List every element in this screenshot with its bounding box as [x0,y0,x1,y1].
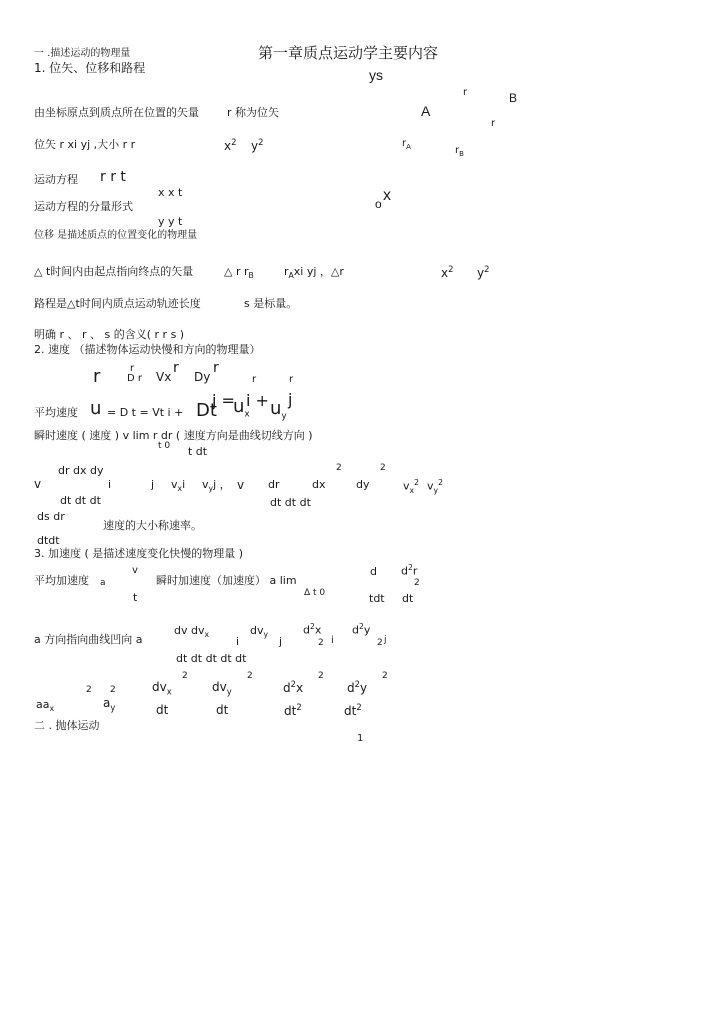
acceleration-sq-c: 2 [318,671,324,681]
acceleration-two-j: 2 [377,638,383,648]
acceleration-i-small: i [331,635,334,646]
velocity-dx-right: dx [312,478,326,491]
average-velocity-i-plus: i + [246,391,269,410]
acceleration-j-unit: j [279,635,283,648]
velocity-square-2: 2 [380,463,386,473]
velocity-delta-r: D r [127,373,142,384]
acceleration-dt-b: dt [216,703,229,717]
displacement-definition: 位移 是描述质点的位置变化的物理量 [34,230,198,241]
velocity-vx: Vx [156,370,172,384]
figure-r-label-2: r [491,118,496,129]
velocity-vx-squared: $v_x^2$ [403,478,419,495]
path-definition: 路程是△t时间内质点运动轨迹长度 [34,297,201,310]
acceleration-heading: 3. 加速度 ( 是描述速度变化快慢的物理量 ) [34,547,244,560]
acceleration-dvy: $dv_y$ [250,624,269,640]
acceleration-i-unit: i [236,635,240,648]
position-vector-formula: 位矢 r xi yj ,大小 r r [34,138,136,151]
instant-velocity-denominator: t dt [188,445,208,458]
average-velocity-eq: = D t = Vt i + [107,406,184,419]
acceleration-d2y-2: $d^2y$ [347,679,368,695]
velocity-r-mark-2: r [289,374,294,385]
instant-acceleration-line: 瞬时加速度（加速度） a lim [156,574,297,587]
page-number: 1 [357,733,364,744]
velocity-i-unit: i [108,478,112,491]
average-velocity-ux: $u_x$ [233,396,250,420]
magnitude-x-term: $x^2$ [224,137,237,153]
acceleration-dvy-2: $dv_y$ [212,680,232,697]
acceleration-d2x: $d^2x$ [303,622,322,637]
acceleration-d-top: d [370,565,377,578]
velocity-vy-j: $v_yj$ ， [202,478,231,494]
acceleration-tdt: tdt [369,592,385,605]
acceleration-dt-a: dt [156,703,169,717]
figure-ys-label: ys [369,67,383,83]
velocity-denominators-right: dt dt dt [270,496,311,509]
acceleration-denominators: dt dt dt dt dt [176,652,247,665]
acceleration-dt2-b: $dt^2$ [344,702,362,718]
average-velocity-u: u [90,398,102,419]
velocity-v-magnitude: v [237,478,245,492]
acceleration-sq-a: 2 [182,671,188,681]
velocity-square-1: 2 [336,463,342,473]
acceleration-small-two: 2 [414,578,420,588]
path-scalar-note: s 是标量。 [244,297,298,310]
figure-origin-label: o [375,197,382,211]
velocity-j-unit: j [151,478,155,491]
velocity-r-mark: r [252,374,257,385]
acceleration-limit: Δ t 0 [304,588,326,598]
velocity-r-symbol: r [93,366,101,387]
displacement-vector-text: △ t时间内由起点指向终点的矢量 [34,265,194,278]
acceleration-j-small: j [384,635,387,645]
acceleration-d2x-2: $d^2x$ [283,679,304,695]
velocity-heading: 2. 速度 （描述物体运动快慢和方向的物理量） [34,343,261,356]
velocity-r-sup: r [173,360,179,376]
instant-velocity-limit: t 0 [158,441,171,451]
motion-equation: r r t [100,169,126,185]
displacement-magnitude-x: $x^2$ [441,264,454,280]
clarify-note: 明确 r 、 r 、 s 的含义( r r s ) [34,328,185,341]
figure-ra-label: $r_A$ [402,138,411,151]
instant-velocity-line: 瞬时速度 ( 速度 ) v lim r dr ( 速度方向是曲线切线方向 ) [34,429,313,442]
component-y-equation: y y t [158,215,183,228]
position-definition-name: r 称为位矢 [227,106,280,119]
velocity-dr-right: dr [268,478,280,491]
acceleration-dt: dt [402,592,414,605]
velocity-dy: Dy [194,370,211,384]
velocity-r-vector-mark: r [130,363,135,374]
section-two-heading: 二 . 抛体运动 [34,719,100,732]
velocity-v-symbol: v [34,477,42,491]
velocity-r-sup-2: r [213,360,219,376]
position-definition: 由坐标原点到质点所在位置的矢量 [34,106,199,119]
section-heading: 一 .描述运动的物理量 [34,48,131,59]
page-title: 第一章质点运动学主要内容 [258,44,439,62]
acceleration-direction-line: a 方向指向曲线凹向 a [34,633,143,646]
acceleration-sq-b: 2 [247,671,253,681]
acceleration-sq-e: 2 [86,685,92,695]
figure-rb-label: $r_B$ [455,145,464,158]
acceleration-ay: $a_y$ [103,696,116,713]
displacement-components: $r_Axi$ yj ，△r [284,265,344,281]
velocity-dtdt: dtdt [37,534,60,547]
acceleration-sq-d: 2 [382,671,388,681]
acceleration-t: t [133,591,138,604]
velocity-dy-right: dy [356,478,370,491]
acceleration-d2y: $d^2y$ [352,622,371,637]
figure-point-b-label: B [509,91,518,105]
acceleration-d2r: $d^2r$ [401,563,418,578]
figure-r-label: r [463,87,468,98]
average-velocity-uy: $u_y$ [270,398,287,422]
magnitude-y-term: $y^2$ [251,137,264,153]
component-x-equation: x x t [158,186,183,199]
figure-point-a-label: A [421,103,431,119]
velocity-ds-dr: ds dr [37,510,65,523]
displacement-magnitude-y: $y^2$ [477,264,490,280]
acceleration-sq-f: 2 [110,685,116,695]
acceleration-dt2-a: $dt^2$ [284,702,302,718]
average-velocity-label: 平均速度 [34,406,78,419]
acceleration-dvx: $dv_x$ [152,680,172,697]
component-form-label: 运动方程的分量形式 [34,200,133,213]
average-acceleration-label: 平均加速度 [34,574,89,587]
average-acceleration-a: a [100,578,106,588]
velocity-numerators: dr dx dy [58,464,104,477]
acceleration-two-i: 2 [318,638,324,648]
velocity-vx-i: $v_xi$ [171,478,186,494]
velocity-denominators: dt dt dt [60,494,101,507]
figure-x-axis-label: x [383,187,391,204]
speed-definition: 速度的大小称速率。 [103,519,202,532]
average-velocity-j-sup: j [288,390,293,409]
acceleration-ax: $aa_x$ [36,698,55,714]
average-velocity-j-eq: j = [212,391,235,410]
subsection-heading: 1. 位矢、位移和路程 [34,61,146,75]
acceleration-v-top: v [132,565,138,576]
acceleration-numerators: dv $dv_x$ [174,624,210,640]
displacement-delta-r: △ r $r_B$ [224,265,254,281]
average-velocity-dt: Dt [196,400,217,421]
motion-equation-label: 运动方程 [34,173,78,186]
velocity-vy-squared: $v_y^2$ [427,478,443,495]
